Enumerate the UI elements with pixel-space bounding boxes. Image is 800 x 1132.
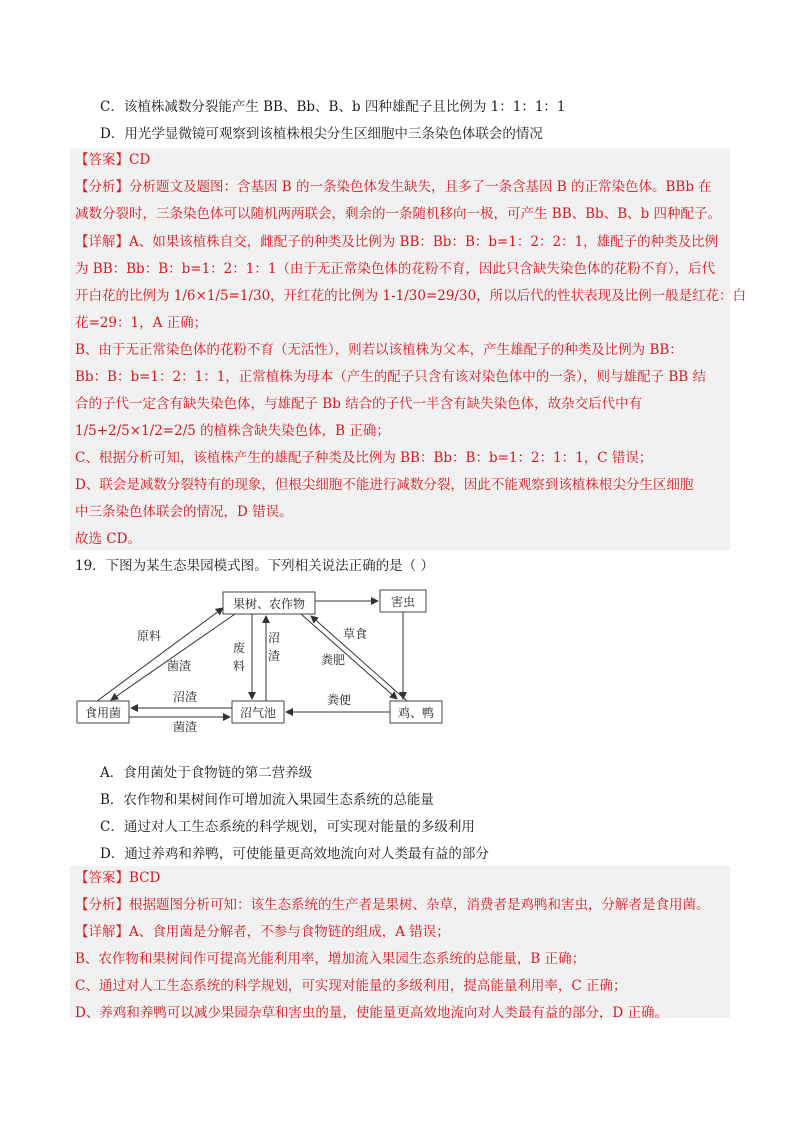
label-biogas-residue-1: 沼 <box>268 631 281 645</box>
q18-detail-line: D、联会是减数分裂特有的现象，但根尖细胞不能进行减数分裂，因此不能观察到该植株根尖分生区细胞 <box>75 477 694 493</box>
label-feces: 粪便 <box>327 693 352 707</box>
q19-detail-line: 【详解】A、食用菌是分解者，不参与食物链的组成，A 错误； <box>75 924 450 940</box>
q19-stem: 19．下图为某生态果园模式图。下列相关说法正确的是（ ） <box>75 558 434 574</box>
q19-option-b: B．农作物和果树间作可增加流入果园生态系统的总能量 <box>100 792 434 808</box>
q18-detail-line: 中三条染色体联会的情况，D 错误。 <box>75 504 293 520</box>
q18-detail-line: 开白花的比例为 1/6×1/5=1/30，开红花的比例为 1-1/30=29/30，所以后代的性状表现及比例一般是红花：白 <box>75 288 747 304</box>
arrow-raw-material <box>97 608 223 701</box>
arrow-fungal-residue-left <box>111 614 235 700</box>
q18-analysis-line: 【分析】分析题文及题图：含基因 B 的一条染色体发生缺失，且多了一条含基因 B 的正常染色体。BBb 在 <box>75 179 712 195</box>
node-pests: 害虫 <box>390 595 416 609</box>
ecosystem-diagram <box>75 580 475 735</box>
q19-option-a: A．食用菌处于食物链的第二营养级 <box>100 765 313 781</box>
q18-option-c: C．该植株减数分裂能产生 BB、Bb、B、b 四种雄配子且比例为 1：1：1：1 <box>100 99 566 115</box>
label-waste-1: 废 <box>233 641 246 655</box>
node-biogas: 沼气池 <box>239 706 277 720</box>
q19-detail-line: C、通过对人工生态系统的科学规划，可实现对能量的多级利用，提高能量利用率，C 正确； <box>75 978 627 994</box>
label-manure: 粪肥 <box>321 653 346 667</box>
q18-detail-line: B、由于无正常染色体的花粉不育（无活性），则若以该植株为父本，产生雄配子的种类及比例为 BB： <box>75 342 683 358</box>
node-crops: 果树、农作物 <box>232 597 306 611</box>
q19-detail-line: B、农作物和果树间作可提高光能利用率，增加流入果园生态系统的总能量，B 正确； <box>75 951 586 967</box>
q19-option-d: D．通过养鸡和养鸭，可使能量更高效地流向对人类最有益的部分 <box>100 846 489 862</box>
node-mushroom: 食用菌 <box>84 706 122 720</box>
q19-analysis: 【分析】根据题图分析可知：该生态系统的生产者是果树、杂草，消费者是鸡鸭和害虫，分解者是食用菌。 <box>75 897 710 913</box>
q19-answer: 【答案】BCD <box>75 870 161 886</box>
q18-detail-line: 合的子代一定含有缺失染色体，与雄配子 Bb 结合的子代一半含有缺失染色体，故杂交后代中有 <box>75 396 643 412</box>
label-biogas-residue-bottom: 沼渣 <box>173 690 198 704</box>
label-grass: 草食 <box>343 627 368 641</box>
q18-detail-line: 故选 CD。 <box>75 531 141 547</box>
q18-answer: 【答案】CD <box>75 152 151 168</box>
label-fungal-residue-left: 菌渣 <box>167 659 192 673</box>
q18-detail-line: Bb：B：b=1：2：1：1，正常植株为母本（产生的配子只含有该对染色体中的一条），则与雄配子 BB 结 <box>75 369 706 385</box>
q19-detail-line: D、养鸡和养鸭可以减少果园杂草和害虫的量，使能量更高效地流向对人类最有益的部分，D 正确。 <box>75 1005 668 1021</box>
q18-analysis-line: 减数分裂时，三条染色体可以随机两两联会，剩余的一条随机移向一极，可产生 BB、Bb、B、b 四种配子。 <box>75 206 722 222</box>
q18-option-d: D．用光学显微镜可观察到该植株根尖分生区细胞中三条染色体联会的情况 <box>100 126 543 142</box>
q18-detail-line: C、根据分析可知，该植株产生的雄配子种类及比例为 BB：Bb：B：b=1：2：1：1，C 错误； <box>75 450 653 466</box>
q19-option-c: C．通过对人工生态系统的科学规划，可实现对能量的多级利用 <box>100 819 475 835</box>
q18-detail-line: 花=29：1，A 正确； <box>75 315 208 331</box>
q18-detail-line: 为 BB：Bb：B：b=1：2：1：1（由于无正常染色体的花粉不育，因此只含缺失染色体的花粉不育），后代 <box>75 261 716 277</box>
label-fungal-residue-bottom: 菌渣 <box>173 720 198 734</box>
label-biogas-residue-2: 渣 <box>268 649 281 663</box>
label-raw-material: 原料 <box>137 629 162 643</box>
label-waste-2: 料 <box>233 659 246 673</box>
q18-detail-line: 1/5+2/5×1/2=2/5 的植株含缺失染色体，B 正确； <box>75 423 390 439</box>
node-poultry: 鸡、鸭 <box>397 706 435 720</box>
q18-detail-line: 【详解】A、如果该植株自交，雌配子的种类及比例为 BB：Bb：B：b=1：2：2：1，雄配子的种类及比例 <box>75 234 719 250</box>
